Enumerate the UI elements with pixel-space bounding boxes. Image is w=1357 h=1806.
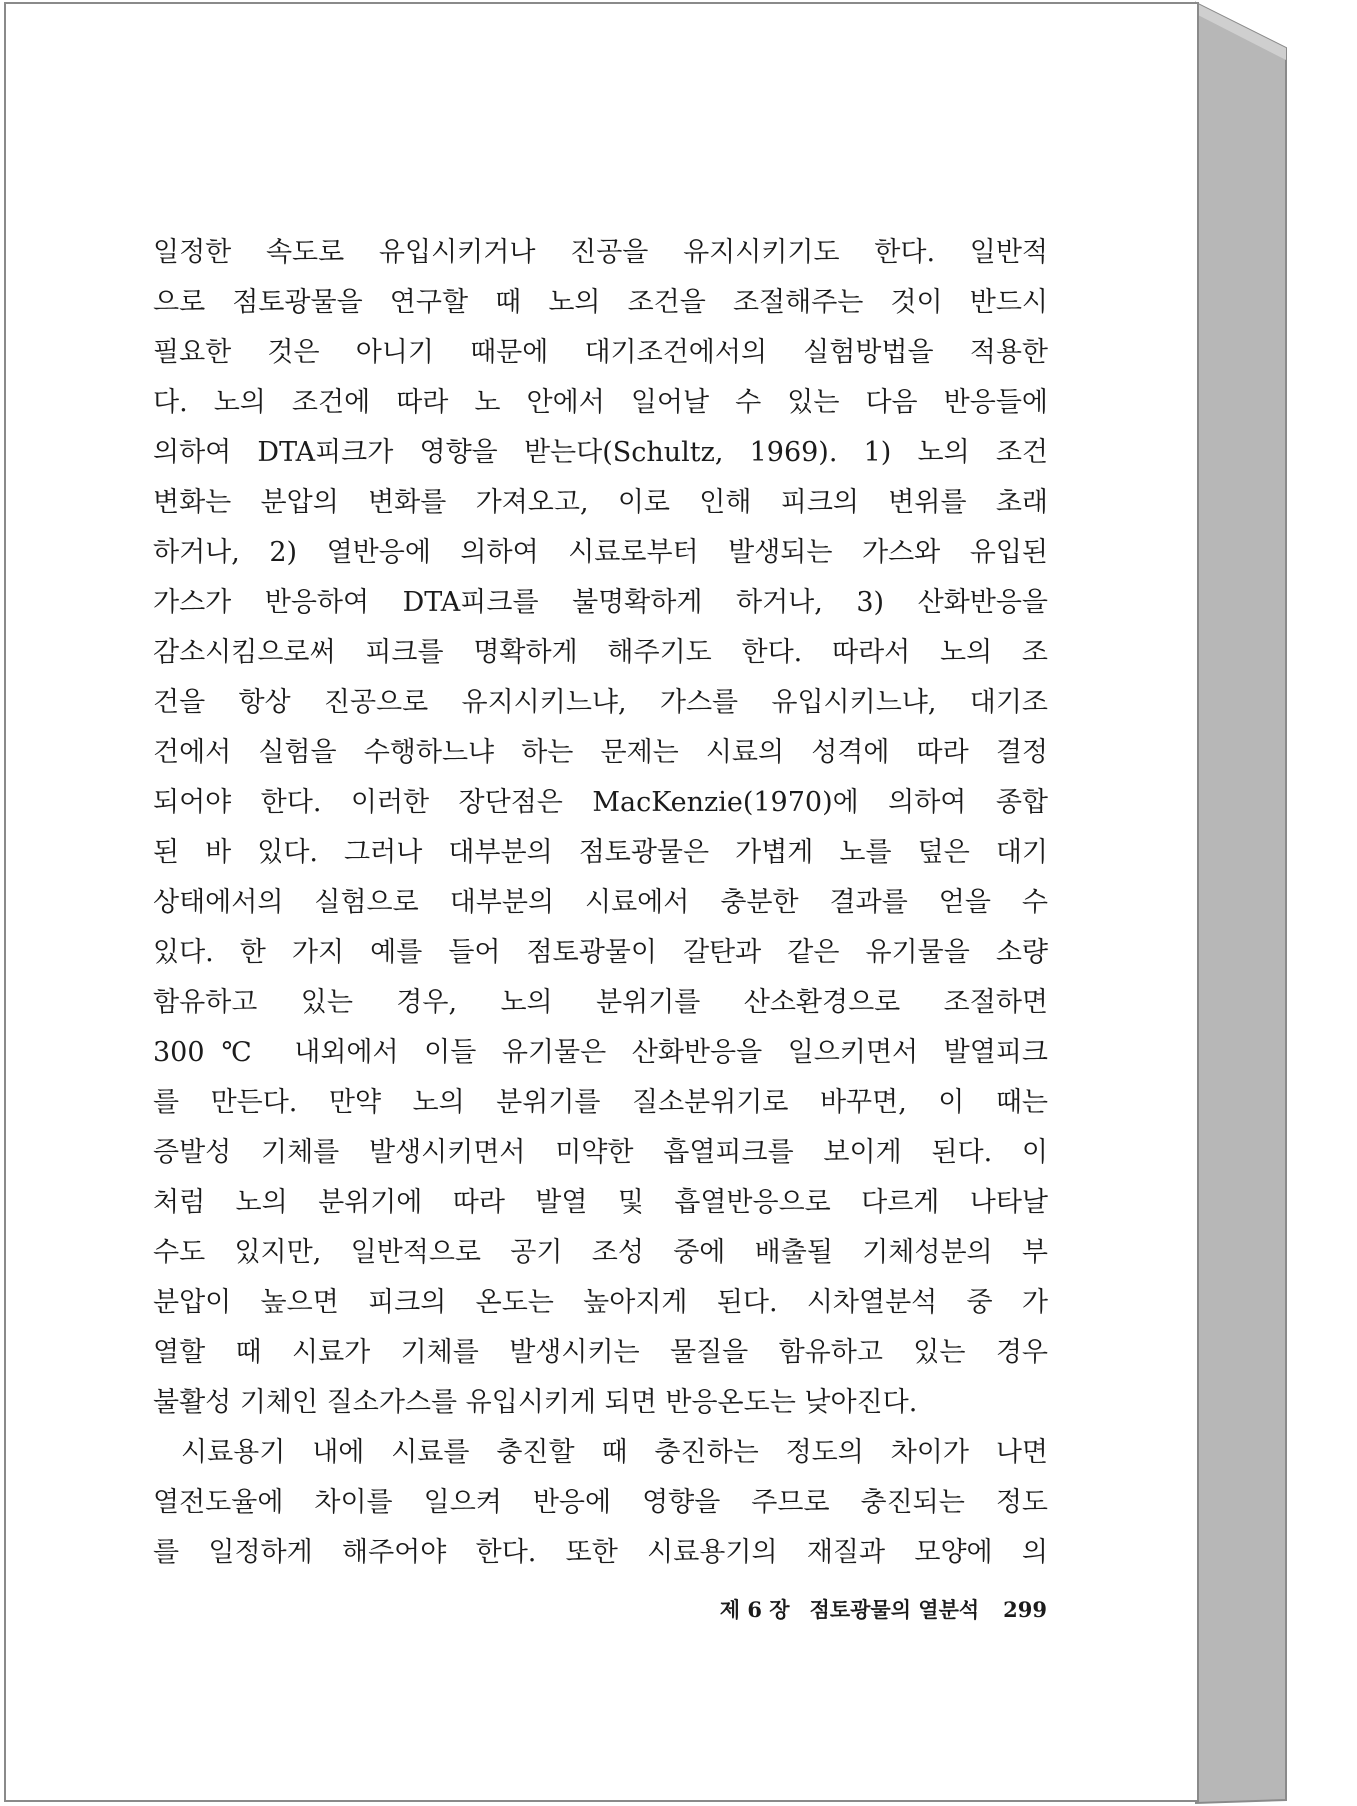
text-line: 상태에서의 실험으로 대부분의 시료에서 충분한 결과를 얻을 수 [153, 887, 1048, 918]
text-line: 300℃ 내외에서 이들 유기물은 산화반응을 일으키면서 발열피크 [153, 1037, 1048, 1068]
text-line: 열전도율에 차이를 일으켜 반응에 영향을 주므로 충진되는 정도 [153, 1487, 1048, 1518]
text-line: 변화는 분압의 변화를 가져오고, 이로 인해 피크의 변위를 초래 [153, 487, 1048, 518]
text-line: 있다. 한 가지 예를 들어 점토광물이 갈탄과 같은 유기물을 소량 [153, 937, 1048, 968]
text-line: 감소시킴으로써 피크를 명확하게 해주기도 한다. 따라서 노의 조 [153, 637, 1048, 668]
text-line: 증발성 기체를 발생시키면서 미약한 흡열피크를 보이게 된다. 이 [153, 1137, 1048, 1168]
text-line: 일정한 속도로 유입시키거나 진공을 유지시키기도 한다. 일반적 [153, 237, 1048, 268]
text-line: 의하여 DTA피크가 영향을 받는다(Schultz, 1969). 1) 노의 조건 [153, 437, 1048, 468]
footer-chapter: 제 6 장 [719, 1597, 790, 1622]
text-line: 건을 항상 진공으로 유지시키느냐, 가스를 유입시키느냐, 대기조 [153, 687, 1048, 718]
text-line: 불활성 기체인 질소가스를 유입시키게 되면 반응온도는 낮아진다. [153, 1387, 918, 1418]
text-line: 건에서 실험을 수행하느냐 하는 문제는 시료의 성격에 따라 결정 [153, 737, 1048, 768]
text-line: 된 바 있다. 그러나 대부분의 점토광물은 가볍게 노를 덮은 대기 [153, 837, 1048, 868]
text-line: 되어야 한다. 이러한 장단점은 MacKenzie(1970)에 의하여 종합 [153, 787, 1048, 818]
text-line: 다. 노의 조건에 따라 노 안에서 일어날 수 있는 다음 반응들에 [153, 387, 1048, 418]
text-line: 하거나, 2) 열반응에 의하여 시료로부터 발생되는 가스와 유입된 [153, 537, 1048, 568]
text-line: 가스가 반응하여 DTA피크를 불명확하게 하거나, 3) 산화반응을 [153, 587, 1048, 618]
text-line: 함유하고 있는 경우, 노의 분위기를 산소환경으로 조절하면 [153, 987, 1048, 1018]
text-line: 열할 때 시료가 기체를 발생시키는 물질을 함유하고 있는 경우 [153, 1337, 1048, 1368]
text-line-paragraph-start: 시료용기 내에 시료를 충진할 때 충진하는 정도의 차이가 나면 [181, 1437, 1048, 1468]
text-line: 필요한 것은 아니기 때문에 대기조건에서의 실험방법을 적용한 [153, 337, 1048, 368]
text-line: 분압이 높으면 피크의 온도는 높아지게 된다. 시차열분석 중 가 [153, 1287, 1048, 1318]
footer-chapter-title: 점토광물의 열분석 [809, 1597, 980, 1622]
body-text [153, 228, 1048, 1578]
text-line: 를 일정하게 해주어야 한다. 또한 시료용기의 재질과 모양에 의 [153, 1537, 1048, 1568]
text-line: 수도 있지만, 일반적으로 공기 조성 중에 배출될 기체성분의 부 [153, 1237, 1048, 1268]
text-line: 를 만든다. 만약 노의 분위기를 질소분위기로 바꾸면, 이 때는 [153, 1087, 1048, 1118]
text-line: 으로 점토광물을 연구할 때 노의 조건을 조절해주는 것이 반드시 [153, 287, 1048, 318]
page-number: 299 [1003, 1597, 1047, 1622]
running-footer [640, 1594, 1047, 1624]
text-line: 처럼 노의 분위기에 따라 발열 및 흡열반응으로 다르게 나타날 [153, 1187, 1048, 1218]
